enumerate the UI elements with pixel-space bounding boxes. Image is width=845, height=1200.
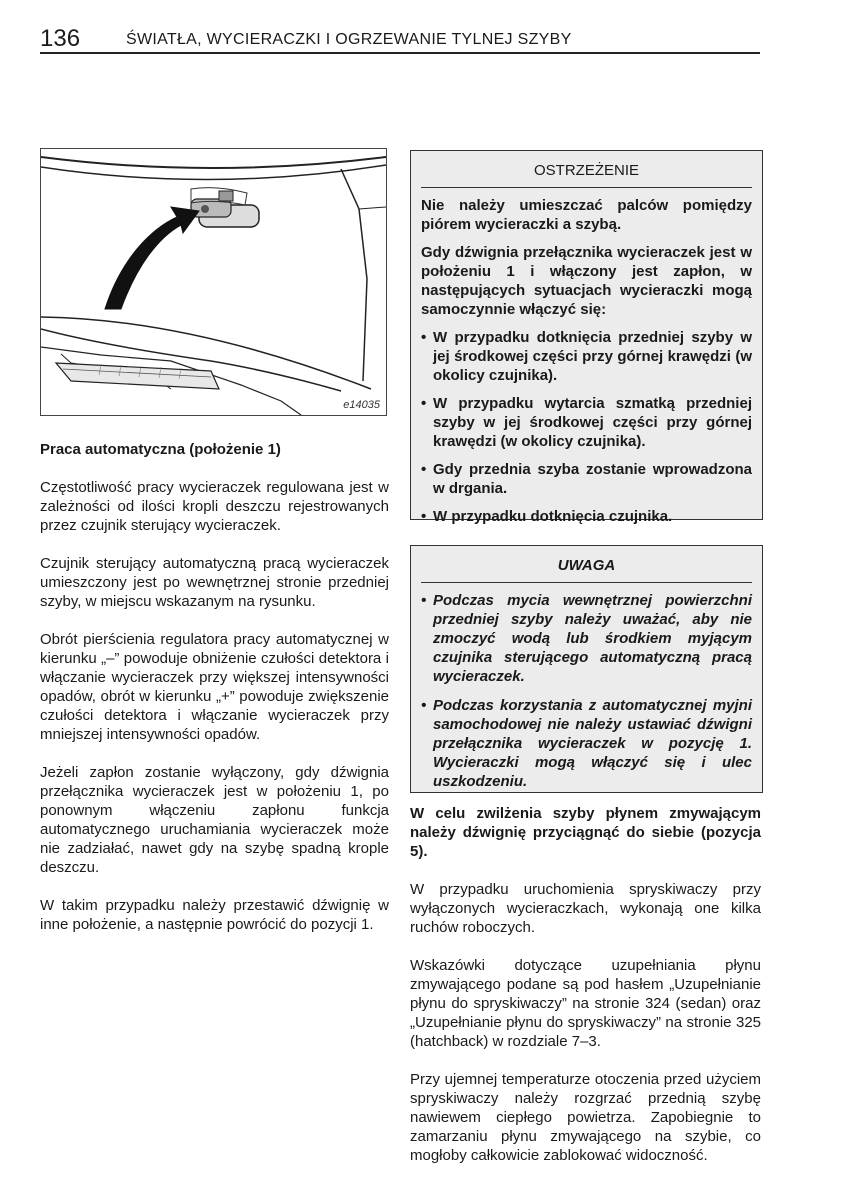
warning-box bbox=[410, 150, 763, 525]
paragraph: Częstotliwość pracy wycieraczek regulowana jest w zależności od ilości kropli deszczu rejestrowanych przez czujnik sterujący wycieraczek. bbox=[40, 479, 389, 534]
paragraph: Jeżeli zapłon zostanie wyłączony, gdy dźwignia przełącznika wycieraczek jest w położeniu 1, po ponownym włączeniu zapłonu funkcja automatycznego uruchamiania wycieraczek może nie zadziałać, nawet gdy na szybę spadną krople deszczu. bbox=[40, 764, 389, 876]
bold-paragraph: W celu zwilżenia szyby płynem zmywającym należy dźwignię przyciągnąć do siebie (pozycja 5). bbox=[410, 805, 761, 860]
bullet-dot-icon: • bbox=[421, 329, 427, 346]
caution-bullet: • Podczas korzystania z automatycznej myjni samochodowej nie należy ustawiać dźwigni przełącznika wycieraczek w pozycję 1. Wycieraczki mogą włączyć się i ulec uszkodzeniu. bbox=[421, 697, 752, 790]
warning-bullet: • W przypadku wytarcia szmatką przedniej szyby w jej środkowej części przy górnej krawędzi (w okolicy czujnika). bbox=[421, 395, 752, 450]
warning-bullet: • Gdy przednia szyba zostanie wprowadzona w drgania. bbox=[421, 461, 752, 497]
paragraph: Czujnik sterujący automatyczną pracą wycieraczek umieszczony jest po wewnętrznej stronie przedniej szyby, w miejscu wskazanym na rysunku. bbox=[40, 555, 389, 610]
figure-code: e14035 bbox=[343, 399, 380, 411]
bullet-dot-icon: • bbox=[421, 592, 427, 609]
warning-intro: Gdy dźwignia przełącznika wycieraczek jest w położeniu 1 i włączony jest zapłon, w następujących sytuacjach wycieraczki mogą samoczynnie włączyć się: bbox=[421, 244, 752, 318]
header-rule bbox=[40, 52, 760, 54]
warning-title: OSTRZEŻENIE bbox=[533, 162, 639, 179]
warning-intro: Nie należy umieszczać palców pomiędzy piórem wycieraczki a szybą. bbox=[421, 197, 752, 233]
caution-box bbox=[410, 545, 763, 793]
caution-body bbox=[411, 583, 762, 791]
page-header bbox=[40, 26, 760, 52]
caution-title: UWAGA bbox=[557, 557, 616, 574]
windshield-figure bbox=[40, 148, 387, 416]
paragraph: Wskazówki dotyczące uzupełniania płynu zmywającego podane są pod hasłem „Uzupełnianie płynu do spryskiwaczy” na stronie 324 (sedan) oraz „Uzupełnianie płynu do spryskiwaczy” na stronie 325 (hatchback) w rozdziale 7–3. bbox=[410, 957, 761, 1050]
page-number: 136 bbox=[40, 25, 81, 52]
left-column bbox=[40, 440, 389, 953]
paragraph: W przypadku uruchomienia spryskiwaczy przy wyłączonych wycieraczkach, wykonają one kilka ruchów roboczych. bbox=[410, 881, 761, 936]
paragraph: Obrót pierścienia regulatora pracy automatycznej w kierunku „–” powoduje obniżenie czułości detektora i włączanie wycieraczek przy większej intensywności opadów, obrót w kierunku „+” powoduje zwiększenie czułości detektora i włączanie wycieraczek przy mniejszej intensywności opadów. bbox=[40, 631, 389, 743]
right-column bbox=[410, 804, 761, 1184]
section-heading: Praca automatyczna (położenie 1) bbox=[40, 441, 281, 458]
paragraph: W takim przypadku należy przestawić dźwignię w inne położenie, a następnie powrócić do pozycji 1. bbox=[40, 897, 389, 933]
bullet-dot-icon: • bbox=[421, 508, 427, 525]
caution-bullet: • Podczas mycia wewnętrznej powierzchni przedniej szyby należy uważać, aby nie zmoczyć wodą lub środkiem myjącym czujnika sterującego automatyczną pracą wycieraczek. bbox=[421, 592, 752, 685]
warning-bullet: • W przypadku dotknięcia czujnika. bbox=[421, 508, 673, 525]
bullet-dot-icon: • bbox=[421, 461, 427, 478]
warning-bullet: • W przypadku dotknięcia przedniej szyby w jej środkowej części przy górnej krawędzi (w okolicy czujnika). bbox=[421, 329, 752, 384]
warning-body bbox=[411, 188, 762, 526]
bullet-dot-icon: • bbox=[421, 395, 427, 412]
bullet-dot-icon: • bbox=[421, 697, 427, 714]
windshield-illustration bbox=[41, 149, 386, 415]
chapter-title: ŚWIATŁA, WYCIERACZKI I OGRZEWANIE TYLNEJ SZYBY bbox=[126, 31, 572, 48]
paragraph: Przy ujemnej temperaturze otoczenia przed użyciem spryskiwaczy należy rozgrzać przednią szybę nawiewem ciepłego powietrza. Zapobiegnie to zamarzaniu płynu zmywającego na szybie, co mogłoby całkowicie zablokować widoczność. bbox=[410, 1071, 761, 1164]
